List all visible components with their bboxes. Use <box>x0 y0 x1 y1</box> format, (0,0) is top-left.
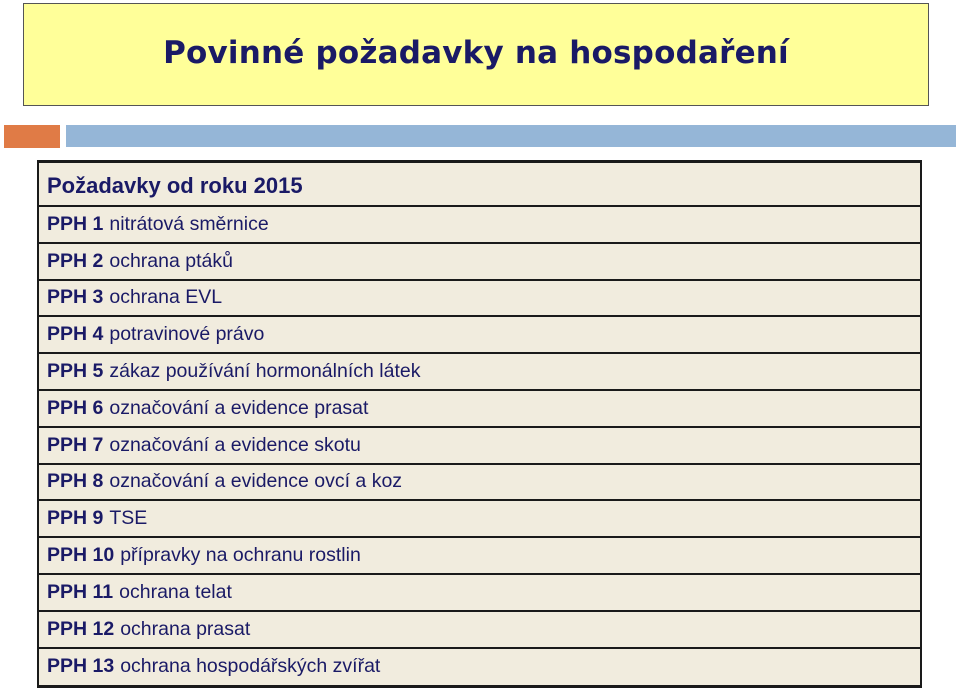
table-row <box>39 354 920 391</box>
table-row <box>39 501 920 538</box>
requirement-code: PPH 12 <box>47 617 115 640</box>
title-box <box>23 3 929 106</box>
requirement-code: PPH 4 <box>47 323 104 346</box>
requirement-code: PPH 8 <box>47 470 104 493</box>
requirement-text: označování a evidence ovcí a koz <box>109 470 403 493</box>
requirement-code: PPH 2 <box>47 249 104 272</box>
requirement-text: TSE <box>109 507 148 530</box>
requirement-text: ochrana EVL <box>109 286 223 309</box>
table-header: Požadavky od roku 2015 <box>39 163 920 207</box>
requirement-text: zákaz používání hormonálních látek <box>109 360 421 383</box>
table-row <box>39 465 920 502</box>
requirement-code: PPH 7 <box>47 433 104 456</box>
requirement-code: PPH 10 <box>47 544 115 567</box>
accent-bar-blue <box>66 125 956 147</box>
table-row <box>39 317 920 354</box>
requirement-code: PPH 9 <box>47 507 104 530</box>
requirement-text: ochrana prasat <box>120 617 251 640</box>
table-row <box>39 391 920 428</box>
requirement-code: PPH 3 <box>47 286 104 309</box>
requirement-code: PPH 5 <box>47 360 104 383</box>
requirement-code: PPH 6 <box>47 396 104 419</box>
requirement-code: PPH 1 <box>47 212 104 235</box>
requirement-text: ochrana hospodářských zvířat <box>120 655 381 678</box>
table-row <box>39 428 920 465</box>
requirement-text: přípravky na ochranu rostlin <box>120 544 361 567</box>
requirements-table <box>37 160 922 688</box>
table-row <box>39 538 920 575</box>
requirement-text: potravinové právo <box>109 323 265 346</box>
requirement-code: PPH 13 <box>47 655 115 678</box>
table-row <box>39 612 920 649</box>
requirement-code: PPH 11 <box>47 580 114 603</box>
requirement-text: označování a evidence skotu <box>109 433 361 456</box>
accent-bar-orange <box>4 125 60 148</box>
requirement-text: označování a evidence prasat <box>109 396 369 419</box>
requirement-text: nitrátová směrnice <box>109 212 269 235</box>
table-row <box>39 649 920 686</box>
requirement-text: ochrana telat <box>119 580 232 603</box>
table-row <box>39 207 920 244</box>
requirement-text: ochrana ptáků <box>109 249 233 272</box>
table-row <box>39 575 920 612</box>
table-row <box>39 281 920 318</box>
table-row <box>39 244 920 281</box>
slide-title: Povinné požadavky na hospodaření <box>163 34 789 71</box>
